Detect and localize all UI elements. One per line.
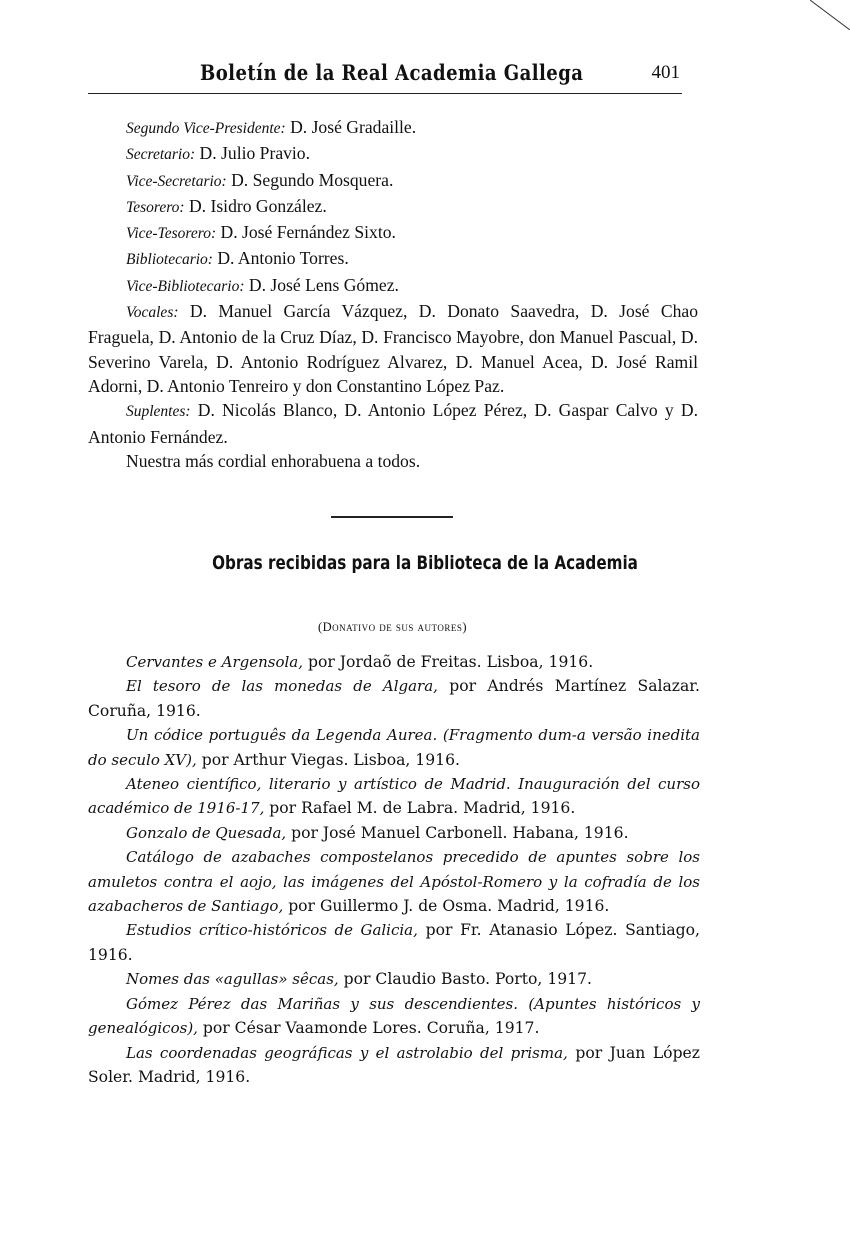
officer-entry [88,220,698,246]
officer-entry [88,449,698,475]
book-entry [88,723,700,772]
book-entry-text: por Fr. Atanasio López. Santiago, 1916. [88,921,700,964]
book-entry [88,918,700,967]
officer-entry-text: D. Manuel García Vázquez, D. Donato Saavedra, D. José Chao Fraguela, D. Antonio de la Cruz Díaz, D. Francisco Mayobre, don Manuel Pascual, D. Severino Varela, D. Antonio Rodríguez Alvarez, D. Manuel Acea, D. José Ramil Adorni, D. Antonio Tenreiro y don Constantino López Paz. [88,301,698,396]
book-entry-italic: El tesoro de las monedas de Algara, [126,677,438,696]
officer-entry [88,299,698,398]
book-entry-text: por Guillermo J. de Osma. Madrid, 1916. [283,897,610,916]
officer-entry-text: D. José Gradaille. [285,117,417,137]
book-entry-italic: Un códice português da Legenda Aurea. (Fragmento dum-a versão inedita do seculo XV), [88,726,700,769]
officer-entry [88,398,698,449]
book-entry-italic: Catálogo de azabaches compostelanos precedido de apuntes sobre los amuletos contra el aojo, las imágenes del Apóstol-Romero y la cofradía de los azabacheros de Santiago, [88,848,700,916]
book-entry-text: por César Vaamonde Lores. Coruña, 1917. [197,1019,540,1038]
book-entry-italic: Las coordenadas geográficas y el astrolabio del prisma, [126,1043,568,1062]
scan-artifact-line [810,0,850,30]
officer-entry-italic: Vocales: [126,304,179,322]
officer-entry-text: D. Segundo Mosquera. [226,169,394,190]
book-entry-italic: Nomes das «agullas» sêcas, [126,970,339,989]
book-entry [88,650,700,674]
section-divider [331,516,453,518]
book-entry-text: por Rafael M. de Labra. Madrid, 1916. [264,799,576,818]
book-entry [88,821,700,845]
officer-entry [88,141,698,167]
officer-entry-text: D. Nicolás Blanco, D. Antonio López Pérez, D. Gaspar Calvo y D. Antonio Fernández. [88,400,698,447]
book-entry-text: por Arthur Viegas. Lisboa, 1916. [196,750,460,769]
section-subtitle: (Donativo de sus autores) [317,620,468,634]
officer-entry [88,194,698,220]
book-entry-italic: Gonzalo de Quesada, [126,823,287,842]
officer-entry-italic: Suplentes: [126,403,191,421]
officer-entry-text: D. Julio Pravio. [195,143,311,164]
book-entry [88,845,700,918]
book-entry-italic: Cervantes e Argensola, [126,653,303,671]
book-entry-text: por Jordaõ de Freitas. Lisboa, 1916. [303,653,594,671]
officer-entry [88,115,698,141]
officer-entry-italic: Vice-Bibliotecario: [126,277,245,295]
book-entry [88,967,700,991]
book-entry-italic: Estudios crítico-históricos de Galicia, [126,921,418,940]
officer-entry-italic: Bibliotecario: [126,251,213,269]
book-entry-italic: Gómez Pérez das Mariñas y sus descendientes. (Apuntes históricos y genealógicos), [88,994,700,1038]
books-list [88,650,700,1089]
book-entry-text: por Claudio Basto. Porto, 1917. [338,970,592,989]
section-title: Obras recibidas para la Biblioteca de la Academia [212,552,638,574]
officer-entry-text: D. José Lens Gómez. [244,274,399,295]
header-rule [88,93,682,94]
book-entry [88,992,700,1041]
officer-entry-italic: Vice-Secretario: [126,172,227,190]
book-entry [88,772,700,821]
officer-entry [88,273,698,299]
officer-entry-italic: Vice-Tesorero: [126,225,217,243]
officers-list [88,115,698,475]
book-entry-text: por Andrés Martínez Salazar. Coruña, 1916. [88,677,700,720]
book-entry-text: por Juan López Soler. Madrid, 1916. [88,1043,700,1086]
officer-entry-italic: Segundo Vice-Presidente: [126,120,286,137]
journal-title: Boletín de la Real Academia Gallega [200,60,584,85]
book-entry-italic: Ateneo científico, literario y artístico de Madrid. Inauguración del curso académico de 1916-17, [88,775,700,818]
book-entry-text: por José Manuel Carbonell. Habana, 1916. [286,823,629,842]
officer-entry-italic: Tesorero: [126,198,185,216]
officer-entry [88,168,698,194]
book-entry [88,674,700,723]
book-entry [88,1041,700,1090]
running-header [200,60,680,90]
officer-entry [88,246,698,272]
officer-entry-text: Nuestra más cordial enhorabuena a todos. [126,450,421,471]
officer-entry-italic: Secretario: [126,146,196,164]
officer-entry-text: D. Isidro González. [184,195,327,216]
page-number: 401 [651,62,680,83]
officer-entry-text: D. Antonio Torres. [212,248,349,269]
officer-entry-text: D. José Fernández Sixto. [216,222,396,243]
